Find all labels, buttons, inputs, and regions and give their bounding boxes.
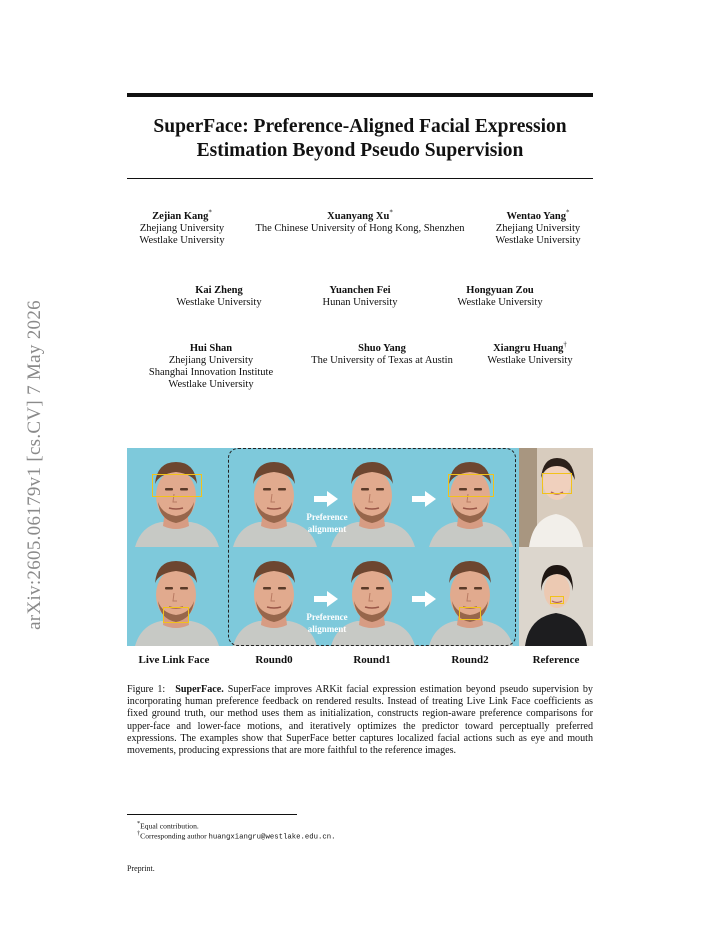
author-name: Zejian Kang*: [152, 208, 212, 222]
column-label: Round0: [255, 654, 293, 666]
author-affiliation: Westlake University: [457, 297, 543, 308]
lower-face-highlight-box: [550, 596, 564, 604]
preference-alignment-label: Preference alignment: [306, 612, 348, 634]
author-affiliation: The University of Texas at Austin: [311, 355, 453, 366]
column-label: Live Link Face: [138, 654, 210, 666]
column-label: Reference: [532, 654, 580, 666]
upper-face-highlight-box: [542, 473, 572, 494]
live-link-face-upper-image: [127, 448, 225, 547]
preference-alignment-label: Preference alignment: [306, 512, 348, 534]
avatar-image: [127, 547, 225, 646]
reference-upper-photo: [519, 448, 593, 547]
author-block: [475, 340, 585, 367]
caption-text: SuperFace improves ARKit facial expression estimation beyond pseudo supervision by incorporating human preference feedback on rendered results. Instead of treating Live Link Face coefficients as fixed ground truth, our method uses them as initialization, constructs region-aware preference comparisons for upper-face and lower-face motions, and iteratively optimizes the predictor toward perceptually preferred expressions. The examples show that SuperFace better captures localized facial actions such as eye and mouth movements, producing expressions that are more faithful to the reference images.: [127, 684, 593, 757]
paper-title: [127, 115, 593, 163]
author-block: [300, 343, 464, 367]
author-email: huangxiangru@westlake.edu.cn.: [208, 833, 336, 842]
author-affiliation: Shanghai Innovation Institute: [148, 367, 274, 378]
author-block: [127, 208, 237, 247]
caption-title: SuperFace.: [175, 684, 224, 695]
author-block: [300, 285, 420, 309]
live-link-face-lower-image: [127, 547, 225, 646]
preprint-note: Preprint.: [127, 864, 155, 873]
arxiv-identifier-text: arXiv:2605.06179v1 [cs.CV] 7 May 2026: [24, 300, 45, 630]
title-top-rule: [127, 93, 593, 97]
author-block: [483, 208, 593, 247]
author-name: Wentao Yang*: [506, 208, 570, 222]
author-affiliation: Zhejiang University: [495, 223, 581, 234]
author-affiliation: Westlake University: [176, 297, 262, 308]
column-label: Round2: [451, 654, 489, 666]
author-affiliation: Westlake University: [495, 235, 581, 246]
footnote-equal-contribution: *Equal contribution.: [137, 820, 199, 831]
column-label: Round1: [353, 654, 391, 666]
author-affiliation: The Chinese University of Hong Kong, Shenzhen: [255, 223, 465, 234]
author-affiliation: Zhejiang University: [139, 223, 225, 234]
author-block: [137, 343, 285, 391]
reference-lower-photo: [519, 547, 593, 646]
footnote-corresponding-author: †Corresponding author huangxiangru@westlake.edu.cn.: [137, 830, 336, 842]
author-name: Yuanchen Fei: [329, 285, 391, 296]
upper-face-highlight-box: [152, 474, 202, 497]
arxiv-identifier: [20, 260, 50, 670]
figure-caption: [127, 684, 593, 757]
title-line-2: Estimation Beyond Pseudo Supervision: [196, 140, 524, 161]
author-name: Shuo Yang: [358, 343, 406, 354]
title-line-1: SuperFace: Preference-Aligned Facial Expression: [153, 116, 567, 137]
author-affiliation: Zhejiang University: [168, 355, 254, 366]
iteration-dashed-frame: [228, 448, 516, 646]
lower-face-highlight-box: [163, 607, 189, 623]
author-block: [240, 208, 480, 235]
author-name: Kai Zheng: [195, 285, 243, 296]
author-affiliation: Westlake University: [168, 379, 254, 390]
avatar-image: [127, 448, 225, 547]
author-affiliation: Westlake University: [139, 235, 225, 246]
author-block: [160, 285, 278, 309]
author-name: Xiangru Huang†: [493, 340, 567, 354]
reference-person-image: [519, 448, 593, 547]
title-bottom-rule: [127, 178, 593, 179]
footnote-rule: [127, 814, 297, 815]
author-name: Hongyuan Zou: [466, 285, 534, 296]
caption-prefix: Figure 1:: [127, 684, 166, 695]
author-affiliation: Hunan University: [322, 297, 398, 308]
author-affiliation: Westlake University: [487, 355, 573, 366]
author-name: Hui Shan: [189, 343, 233, 354]
author-name: Xuanyang Xu*: [327, 208, 393, 222]
author-block: [441, 285, 559, 309]
